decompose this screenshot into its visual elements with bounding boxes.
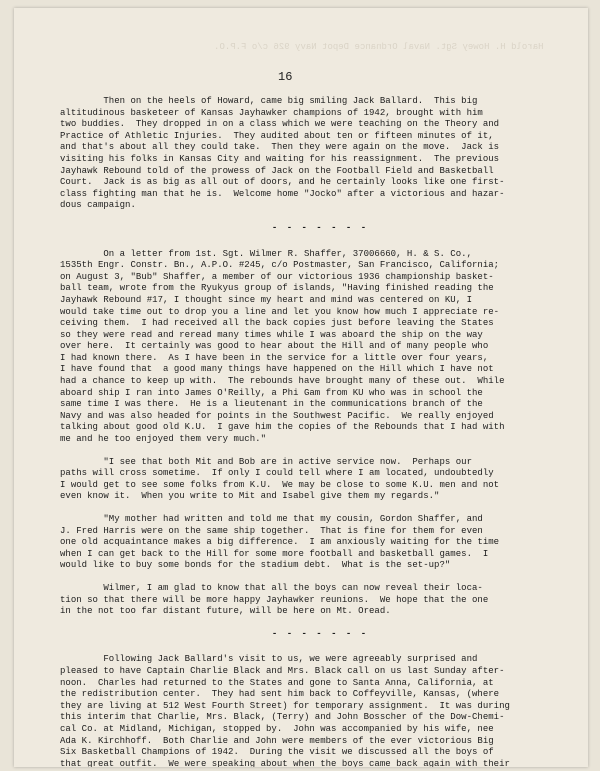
paragraph-shaffer-quote-2: "My mother had written and told me that my cousin, Gordon Shaffer, and J. Fred Harris were on the same ship together. That is fine for them for even one old acquaintance makes a big difference. I am anxiously waiting for the time when I can get back to the Hill for some more football and basketball games. I would like to buy some bonds for the stadium debt. What is the set-up?" — [60, 514, 500, 571]
section-separator: - - - - - - - — [271, 222, 369, 233]
paragraph-black-visit: Following Jack Ballard's visit to us, we were agreeably surprised and pleased to have Captain Charlie Black and Mrs. Black call on us last Sunday after- noon. Charles had returned to the States and gone to Santa Anna, California, at the redistribution center. They had sent him back to Coffeyville, Kansas, (where they are living at 512 West Fourth Street) for temporary assignment. It was during this interim that Charlie, Mrs. Black, (Terry) and John Bosscher of the Dow-Chemi- cal Co. at Midland, Michigan, stopped by. John was accompanied by his wife, nee Ada K. Kirchhoff. Both Charlie and John were members of the ever victorious Big Six Basketball Champions of 1942. During the visit we discussed all the boys of that great outfit. We were speaking about when the boys came back again with their — [60, 654, 510, 767]
document-body — [60, 96, 580, 767]
page-number: 16 — [278, 70, 293, 84]
document-page — [14, 8, 588, 767]
paragraph-reply-wilmer: Wilmer, I am glad to know that all the boys can now reveal their loca- tion so that there will be more happy Jayhawker reunions. We hope that the one in the not too far distant future, will be here on Mt. Oread. — [60, 582, 489, 617]
bleed-through-text: Harold H. Howey Sgt. Naval Ordnance Depot Navy 926 c/o F.P.O. — [214, 42, 544, 52]
section-separator-2: - - - - - - - — [271, 628, 369, 639]
paragraph-ballard-visit: Then on the heels of Howard, came big smiling Jack Ballard. This big altitudinous basketeer of Kansas Jayhawker champions of 1942, brought with him two buddies. They dropped in on a class which we were teaching on the Theory and Practice of Athletic Injuries. They audited about ten or fifteen minutes of it, and that's about all they could take. Then they were again on the move. Jack is visiting his folks in Kansas City and waiting for his reassignment. The previous Jayhawk Rebound told of the prowess of Jack on the Football Field and Basketball Court. Jack is as big as all out of doors, and he certainly looks like one first- class fighting man that he is. Welcome home "Jocko" after a victorious and hazar- dous campaign. — [60, 96, 505, 211]
paragraph-shaffer-letter: On a letter from 1st. Sgt. Wilmer R. Shaffer, 37006660, H. & S. Co., 1535th Engr. Constr. Bn., A.P.O. #245, c/o Postmaster, San Francisco, California; on August 3, "Bub" Shaffer, a member of our victorious 1936 championship basket- ball team, wrote from the Ryukyus group of islands, "Having finished reading the Jayhawk Rebound #17, I thought since my heart and mind was centered on KU, I would take time out to drop you a line and let you know how much I appreciate re- ceiving them. I had received all the back copies just before leaving the States so they were read and reread many times while I was aboard the ship on the way over here. It certainly was good to hear about the Hill and of many people who I had known there. As I have been in the service for a little over four years, I have found that a good many things have happened on the Hill which I have not had a chance to keep up with. The rebounds have brought many of these out. While aboard ship I ran into James O'Reilly, a Phi Gam from KU who was in school the same time I was there. He is a lieutenant in the communications branch of the Navy and was also headed for points in the Southwest Pacific. We really enjoyed talking about good old K.U. I gave him the copies of the Rebounds that I had with me and he too enjoyed them very much." — [60, 248, 505, 445]
paragraph-shaffer-quote-1: "I see that both Mit and Bob are in active service now. Perhaps our paths will cross sometime. If only I could tell where I am located, undoubtedly I would get to see some folks from K.U. We may be close to some K.U. men and not even know it. When you write to Mit and Isabel give them my regards." — [60, 456, 500, 502]
